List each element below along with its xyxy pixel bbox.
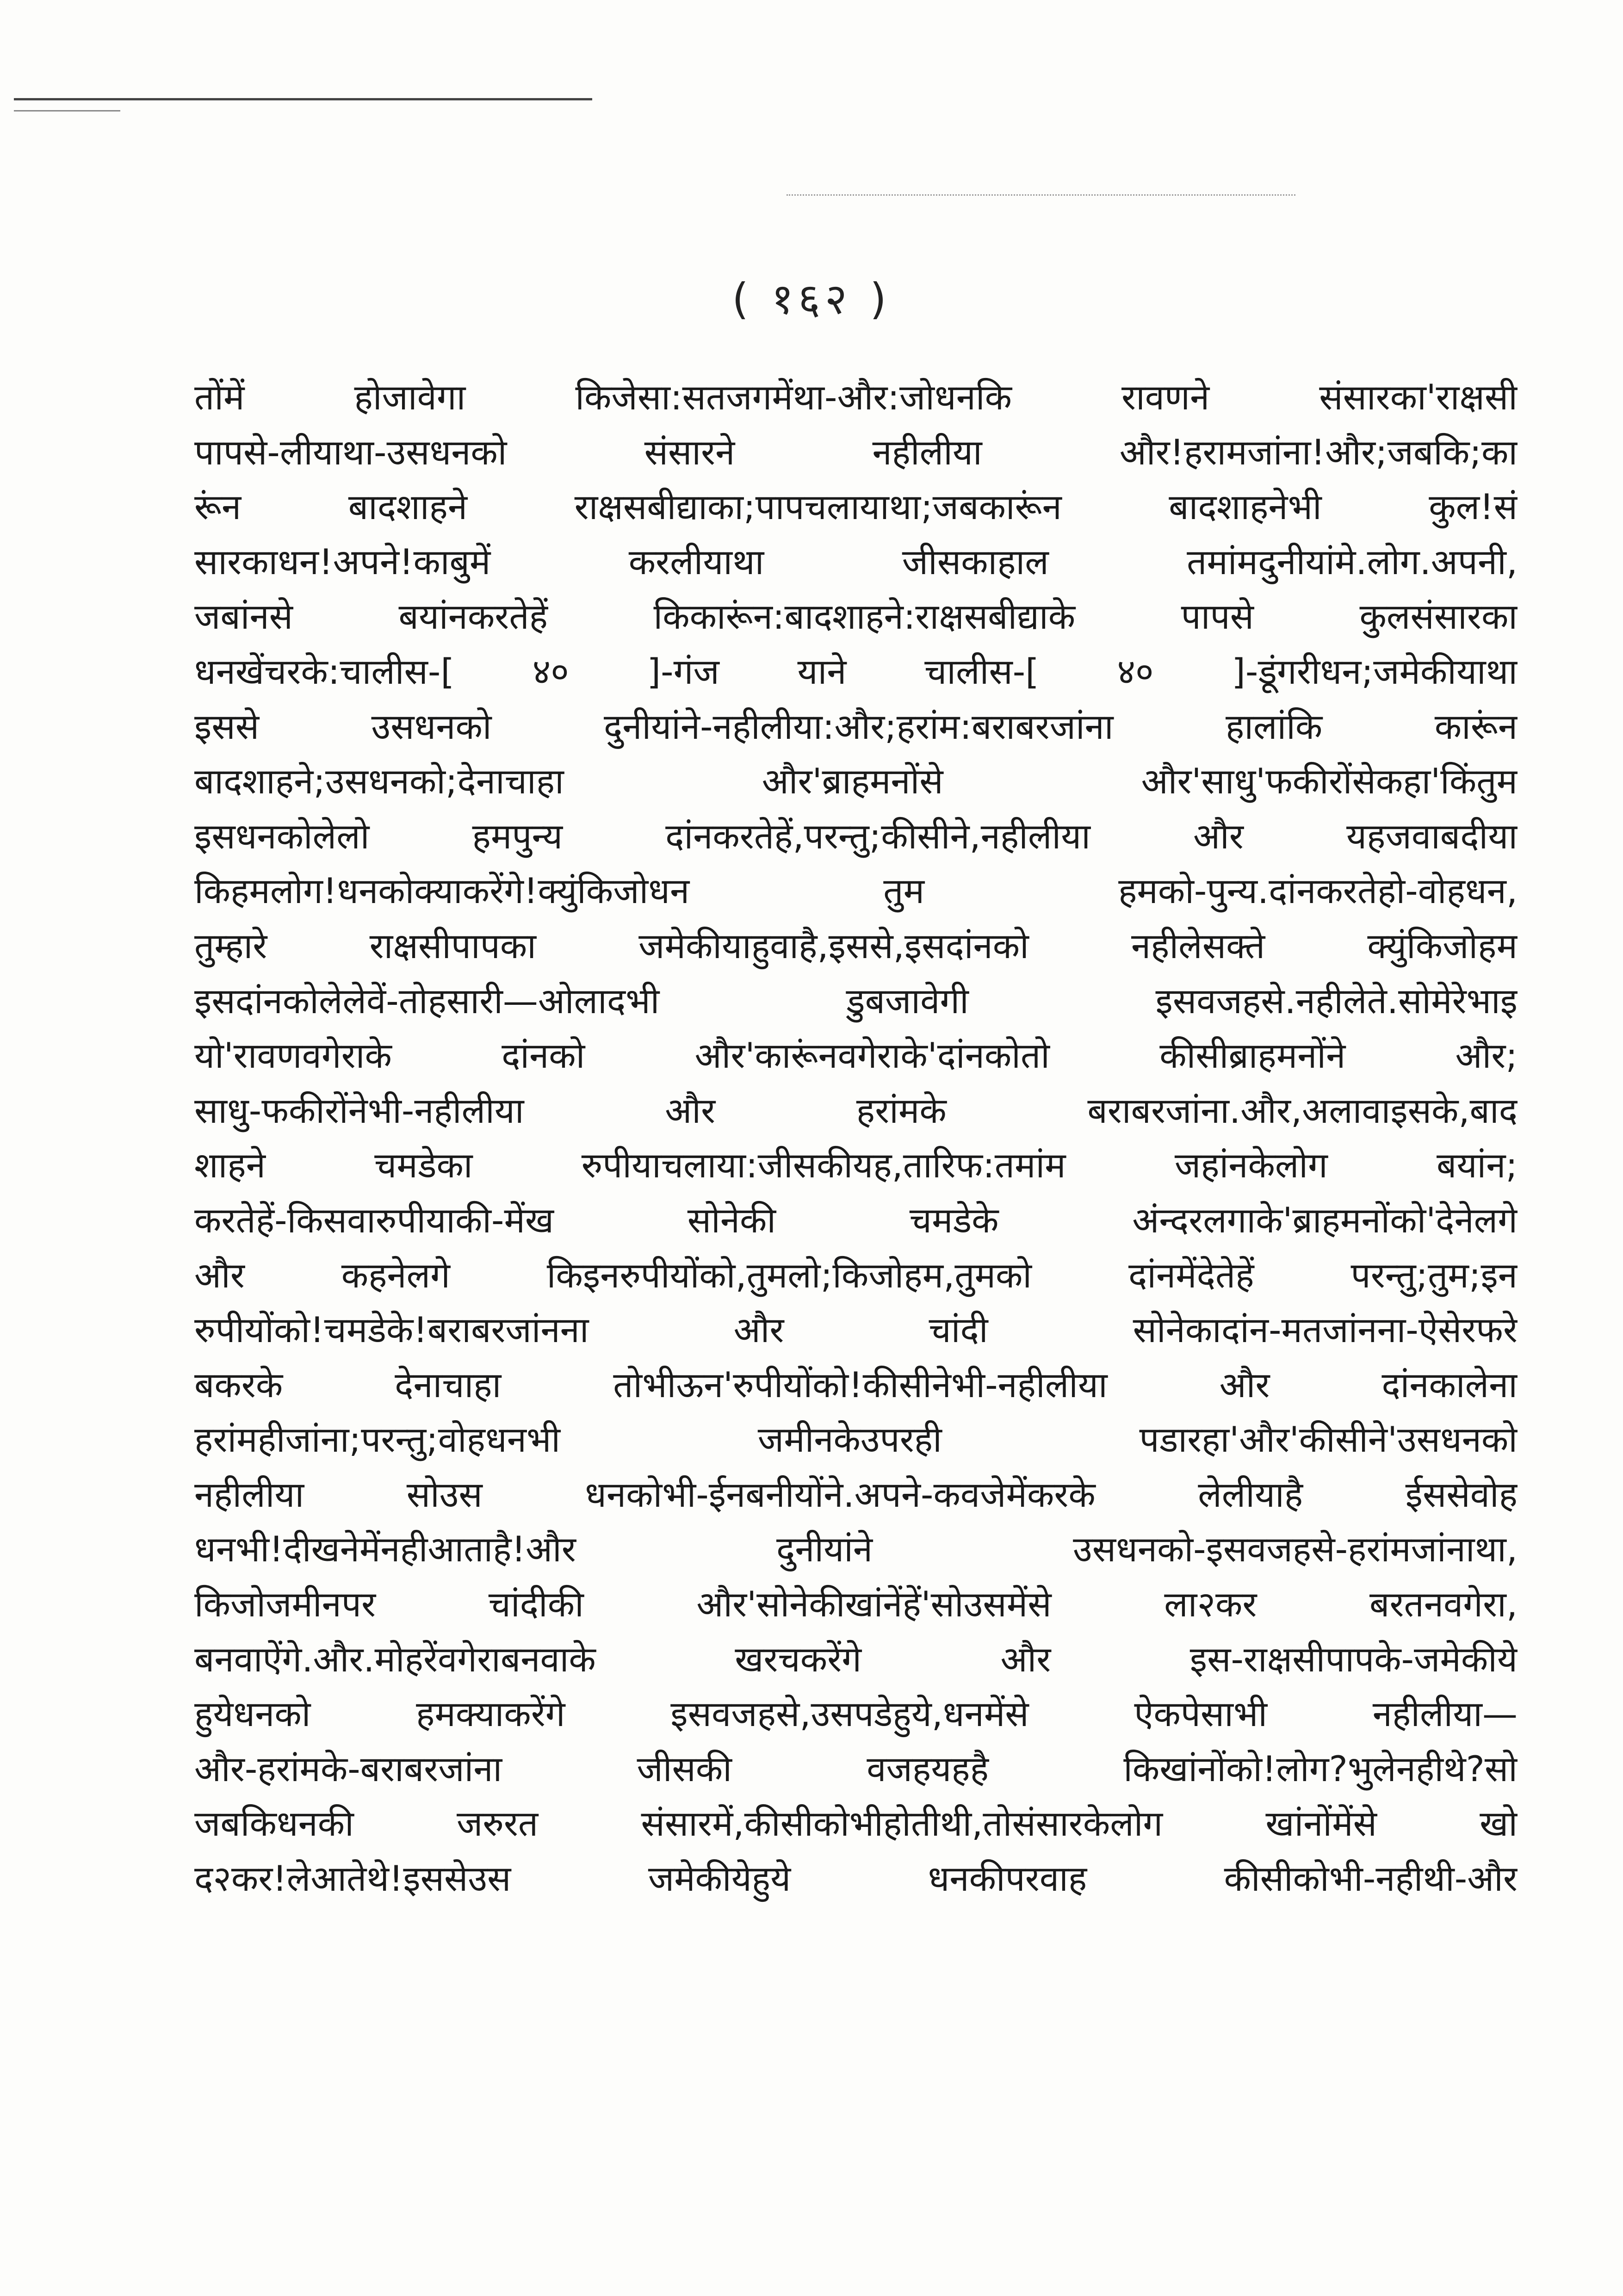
text-line: और-हरांमके-बराबरजांना जीसकी वजहयहहै किखांनोंको!लोग?भुलेनहीथे?सो [194,1748,1518,1789]
text-line: इससे उसधनको दुनीयांने-नहीलीया:और;हरांम:बराबरजांना हालांकि कारूंन [194,706,1518,747]
text-line: तोंमें होजावेगा किजेसा:सतजगमेंथा-और:जोधनकि रावणने संसारका'राक्षसी [194,377,1518,418]
text-line: रूंन बादशाहने राक्षसबीद्याका;पापचलायाथा;जबकारूंन बादशाहनेभी कुल!सं [194,486,1518,528]
text-line: द२कर!लेआतेथे!इससेउस जमेकीयेहुये धनकीपरवाह कीसीकोभी-नहीथी-और [194,1858,1518,1900]
text-line: शाहने चमडेका रुपीयाचलाया:जीसकीयह,तारिफ:तमांम जहांनकेलोग बयांन; [194,1145,1518,1186]
text-line: बनवाऐंगे.और.मोहरेंवगेराबनवाके खरचकरेंगे और इस-राक्षसीपापके-जमेकीये [194,1638,1518,1680]
text-line: धनभी!दीखनेमेंनहीआताहै!और दुनीयांने उसधनको-इसवजहसे-हरांमजांनाथा, [194,1529,1518,1570]
text-line: जबांनसे बयांनकरतेहें किकारूंन:बादशाहने:राक्षसबीद्याके पापसे कुलसंसारका [194,596,1518,637]
text-line: धनखेंचरके:चालीस-[ ४० ]-गंज याने चालीस-[ ४० ]-डूंगरीधन;जमेकीयाथा [194,650,1518,692]
text-line: किजोजमीनपर चांदीकी और'सोनेकीखांनेंहें'सोउसमेंसे ला२कर बरतनवगेरा, [194,1584,1518,1625]
text-line: बकरके देनाचाहा तोभीऊन'रुपीयोंको!कीसीनेभी-नहीलीया और दांनकालेना [194,1364,1518,1405]
body-text [194,370,1518,1906]
text-line: इसधनकोलेलो हमपुन्य दांनकरतेहें,परन्तु;कीसीने,नहीलीया और यहजवाबदीया [194,815,1518,857]
text-line: और कहनेलगे किइनरुपीयोंको,तुमलो;किजोहम,तुमको दांनमेंदेतेहें परन्तु;तुम;इन [194,1254,1518,1296]
page-number: ( १६२ ) [732,274,891,324]
text-line: बादशाहने;उसधनको;देनाचाहा और'ब्राहमनोंसे और'साधु'फकीरोंसेकहा'किंतुम [194,761,1518,802]
text-line: रुपीयोंको!चमडेके!बराबरजांनना और चांदी सोनेकादांन-मतजांनना-ऐसेरफरे [194,1309,1518,1351]
scan-speckle [787,194,1295,197]
text-line: पापसे-लीयाथा-उसधनको संसारने नहीलीया और!हरामजांना!और;जबकि;का [194,431,1518,473]
text-line: हुयेधनको हमक्याकरेंगे इसवजहसे,उसपडेहुये,धनमेंसे ऐकपेसाभी नहीलीया— [194,1693,1518,1735]
text-line: सारकाधन!अपने!काबुमें करलीयाथा जीसकाहाल तमांमदुनीयांमे.लोग.अपनी, [194,541,1518,582]
text-line: तुम्हारे राक्षसीपापका जमेकीयाहुवाहै,इससे,इसदांनको नहीलेसक्ते क्युंकिजोहम [194,925,1518,966]
top-border-line-secondary [14,110,120,111]
text-line: नहीलीया सोउस धनकोभी-ईनबनीयोंने.अपने-कवजेमेंकरके लेलीयाहै ईससेवोह [194,1473,1518,1515]
top-border-line [14,98,592,100]
text-line: जबकिधनकी जरुरत संसारमें,कीसीकोभीहोतीथी,तोसंसारकेलोग खांनोंमेंसे खो [194,1803,1518,1844]
text-line: हरांमहीजांना;परन्तु;वोहधनभी जमीनकेउपरही पडारहा'और'कीसीने'उसधनको [194,1419,1518,1461]
text-line: करतेहें-किसवारुपीयाकी-मेंख सोनेकी चमडेके अंन्दरलगाके'ब्राहमनोंको'देनेलगे [194,1199,1518,1241]
text-line: साधु-फकीरोंनेभी-नहीलीया और हरांमके बराबरजांना.और,अलावाइसके,बाद [194,1089,1518,1131]
text-line: इसदांनकोलेलेवें-तोहसारी—ओलादभी डुबजावेगी इसवजहसे.नहीलेते.सोमेरेभाइ [194,980,1518,1021]
text-line: किहमलोग!धनकोक्याकरेंगे!क्युंकिजोधन तुम हमको-पुन्य.दांनकरतेहो-वोहधन, [194,870,1518,912]
text-line: यो'रावणवगेराके दांनको और'कारूंनवगेराके'दांनकोतो कीसीब्राहमनोंने और; [194,1035,1518,1077]
